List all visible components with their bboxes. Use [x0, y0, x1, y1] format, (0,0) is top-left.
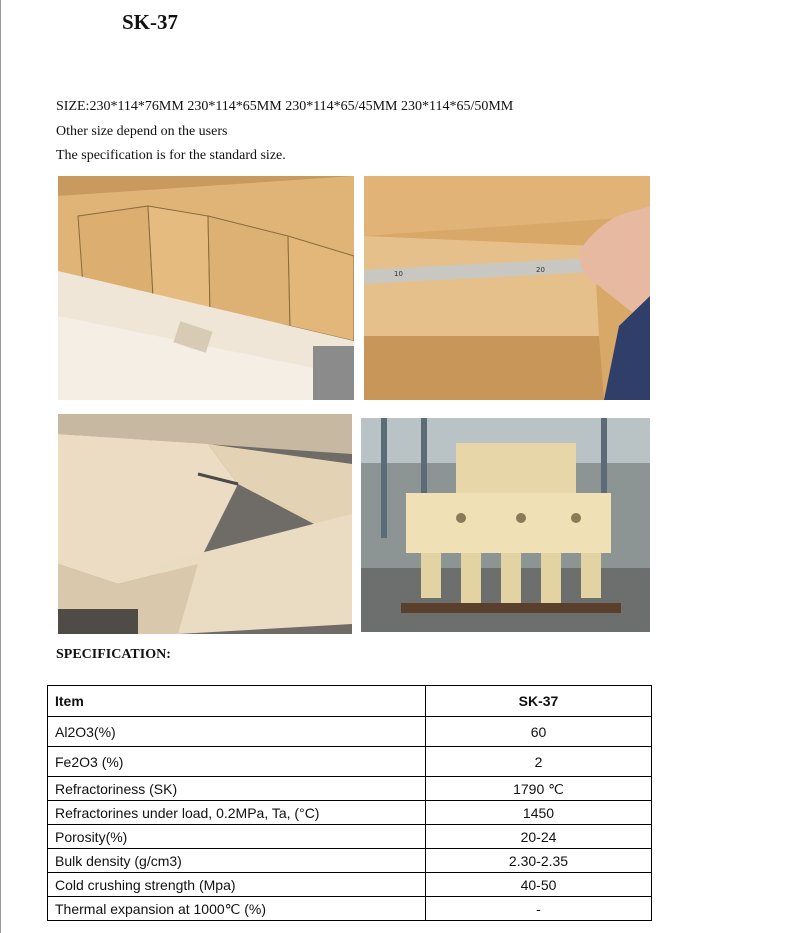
- photo-shaped-bricks: [58, 414, 352, 634]
- row-value: 60: [426, 717, 652, 747]
- row-item: Bulk density (g/cm3): [48, 849, 426, 873]
- table-row: [48, 825, 652, 849]
- spec-note-line: The specification is for the standard size.: [56, 148, 286, 163]
- size-line: SIZE:230*114*76MM 230*114*65MM 230*114*65/45MM 230*114*65/50MM: [56, 99, 514, 114]
- table-header-row: [48, 686, 652, 717]
- table-row: [48, 897, 652, 921]
- photo-brick-measurement: [364, 176, 650, 400]
- row-value: 1450: [426, 801, 652, 825]
- row-item: Fe2O3 (%): [48, 747, 426, 777]
- ruler-mark-10: 10: [394, 270, 403, 278]
- row-value: -: [426, 897, 652, 921]
- row-value: 20-24: [426, 825, 652, 849]
- page-border: [0, 0, 1, 933]
- column-header-item: Item: [48, 686, 426, 717]
- page-title: SK-37: [122, 10, 179, 34]
- row-value: 2.30-2.35: [426, 849, 652, 873]
- table-row: [48, 777, 652, 801]
- specification-heading: SPECIFICATION:: [56, 647, 171, 662]
- table-row: [48, 717, 652, 747]
- other-size-line: Other size depend on the users: [56, 124, 228, 139]
- column-header-grade: SK-37: [426, 686, 652, 717]
- table-row: [48, 747, 652, 777]
- table-row: [48, 849, 652, 873]
- row-item: Refractorines under load, 0.2MPa, Ta, (°C): [48, 801, 426, 825]
- row-item: Thermal expansion at 1000℃ (%): [48, 897, 426, 921]
- row-item: Al2O3(%): [48, 717, 426, 747]
- specification-table: [47, 685, 652, 921]
- row-item: Cold crushing strength (Mpa): [48, 873, 426, 897]
- table-row: [48, 801, 652, 825]
- ruler-mark-20: 20: [536, 266, 545, 274]
- photo-stacked-bricks: [58, 176, 354, 400]
- row-item: Porosity(%): [48, 825, 426, 849]
- row-item: Refractoriness (SK): [48, 777, 426, 801]
- row-value: 40-50: [426, 873, 652, 897]
- row-value: 2: [426, 747, 652, 777]
- photo-factory-pallet: [361, 418, 650, 632]
- table-row: [48, 873, 652, 897]
- row-value: 1790 ℃: [426, 777, 652, 801]
